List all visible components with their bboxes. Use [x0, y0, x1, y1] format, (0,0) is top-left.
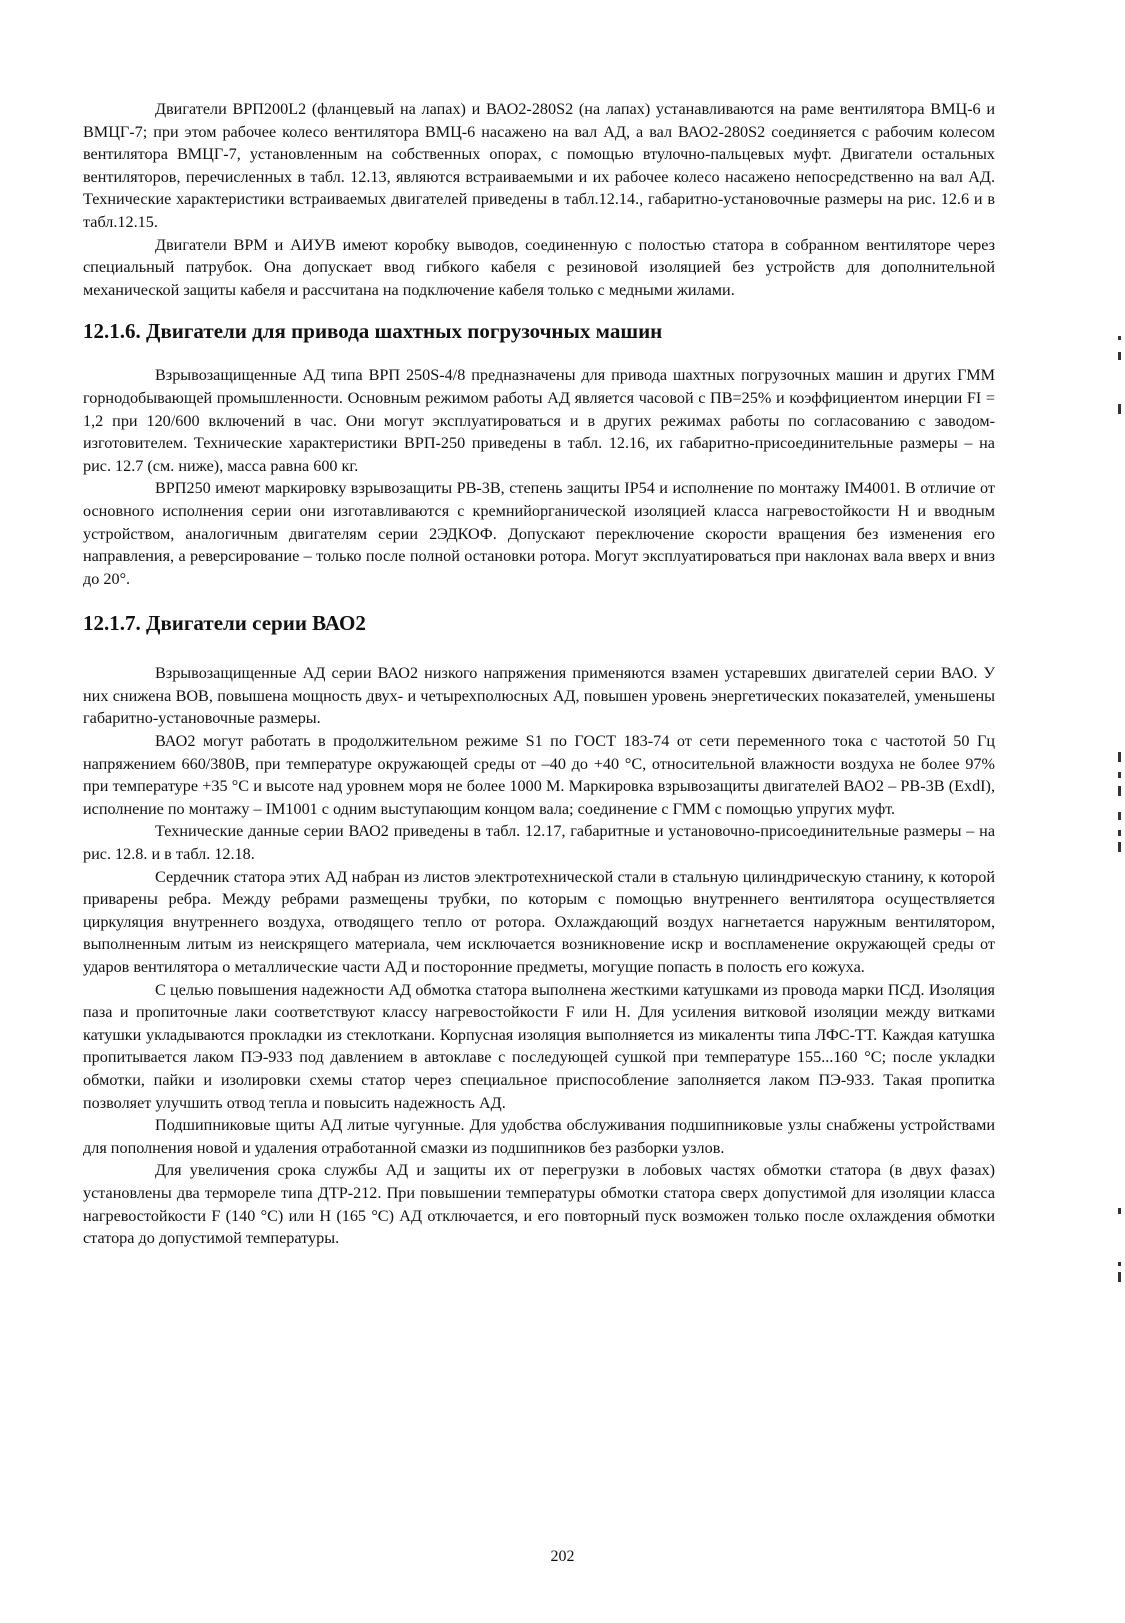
- scan-mark: [1118, 1262, 1121, 1266]
- paragraph: Двигатели ВРМ и АИУВ имеют коробку выводов, соединенную с полостью статора в собранном вентиляторе через специальный патрубок. Она допускает ввод гибкого кабеля с резиновой изоляцией без устройств для дополнительной механической защиты кабеля и рассчитана на подключение кабеля только с медными жилами.: [83, 235, 995, 299]
- section-heading: 12.1.6. Двигатели для привода шахтных погрузочных машин: [83, 319, 663, 344]
- paragraph: ВАО2 могут работать в продолжительном режиме S1 по ГОСТ 183-74 от сети переменного тока с частотой 50 Гц напряжением 660/380В, при температуре окружающей среды от –40 до +40 °С, относительной влажности воздуха не более 97% при температуре +35 °С и высоте над уровнем моря не более 1000 М. Маркировка взрывозащиты двигателей ВАО2 – РВ-3В (ExdI), исполнение по монтажу – IM1001 с одним выступающим концом вала; соединение с ГММ с помощью упругих муфт.: [83, 732, 995, 818]
- scan-mark: [1118, 404, 1121, 414]
- paragraph: Сердечник статора этих АД набран из листов электротехнической стали в стальную цилиндрическую станину, к которой приварены ребра. Между ребрами размещены трубки, по которым с помощью внутреннего вентилятора осуществляется циркуляция внутреннего воздуха, отводящего тепло от ротора. Охлаждающий воздух нагнетается наружным вентилятором, выполненным литым из неискрящего материала, чем исключается возникновение искр и воспламенение окружающей среды от ударов вентилятора о металлические части АД и посторонние предметы, могущие попасть в полость его кожуха.: [83, 867, 995, 976]
- paragraph: С целью повышения надежности АД обмотка статора выполнена жесткими катушками из провода марки ПСД. Изоляция паза и пропиточные лаки соответствуют классу нагревостойкости F или Н. Для усиления витковой изоляции между витками катушки укладываются прокладки из стеклоткани. Корпусная изоляция выполняется из микаленты типа ЛФС-ТТ. Каждая катушка пропитывается лаком ПЭ-933 под давлением в автоклаве с последующей сушкой при температуре 155...160 °С; после укладки обмотки, пайки и изолировки схемы статор через специальное приспособление заполняется лаком ПЭ-933. Такая пропитка позволяет улучшить отвод тепла и повысить надежность АД.: [83, 980, 995, 1112]
- scan-mark: [1118, 830, 1121, 836]
- scan-mark: [1118, 352, 1121, 360]
- scan-mark: [1118, 336, 1121, 340]
- paragraph: ВРП250 имеют маркировку взрывозащиты РВ-3В, степень защиты IP54 и исполнение по монтажу IM4001. В отличие от основного исполнения серии они изготавливаются с кремнийорганической изоляцией класса нагревостойкости Н и вводным устройством, аналогичным двигателям серии 2ЭДКОФ. Допускают переключение скорости вращения без изменения его направления, а реверсирование – только после полной остановки ротора. Могут эксплуатироваться при наклонах вала вверх и вниз до 20°.: [83, 479, 995, 588]
- paragraph: Подшипниковые щиты АД литые чугунные. Для удобства обслуживания подшипниковые узлы снабжены устройствами для пополнения новой и удаления отработанной смазки из подшипников без разборки узлов.: [83, 1116, 995, 1157]
- scan-mark: [1118, 1208, 1121, 1214]
- paragraph: Двигатели ВРП200L2 (фланцевый на лапах) и ВАО2-280S2 (на лапах) устанавливаются на раме вентилятора ВМЦ-6 и ВМЦГ-7; при этом рабочее колесо вентилятора ВМЦ-6 насажено на вал АД, а вал ВАО2-280S2 соединяется с рабочим колесом вентилятора ВМЦГ-7, установленным на собственных опорах, с помощью втулочно-пальцевых муфт. Двигатели остальных вентиляторов, перечисленных в табл. 12.13, являются встраиваемыми и их рабочее колесо насажено непосредственно на вал АД. Технические характеристики встраиваемых двигателей приведены в табл.12.14., габаритно-установочные размеры на рис. 12.6 и в табл.12.15.: [83, 100, 995, 231]
- paragraph: Взрывозащищенные АД типа ВРП 250S-4/8 предназначены для привода шахтных погрузочных машин и других ГММ горнодобывающей промышленности. Основным режимом работы АД является часовой с ПВ=25% и коэффициентом инерции FI = 1,2 при 120/600 включений в час. Они могут эксплуатироваться и в других режимах работы по согласованию с заводом-изготовителем. Технические характеристики ВРП-250 приведены в табл. 12.16, их габаритно-присоединительные размеры – на рис. 12.7 (см. ниже), масса равна 600 кг.: [83, 366, 995, 475]
- scan-mark: [1118, 786, 1121, 796]
- paragraph: Взрывозащищенные АД серии ВАО2 низкого напряжения применяются взамен устаревших двигателей серии ВАО. У них снижена ВОВ, повышена мощность двух- и четырехполюсных АД, повышен уровень энергетических показателей, уменьшены габаритно-установочные размеры.: [83, 664, 995, 728]
- scan-mark: [1118, 812, 1121, 820]
- paragraph: Технические данные серии ВАО2 приведены в табл. 12.17, габаритные и установочно-присоединительные размеры – на рис. 12.8. и в табл. 12.18.: [83, 822, 995, 864]
- page-number: 202: [550, 1548, 575, 1565]
- scan-mark: [1118, 772, 1121, 778]
- paragraph: Для увеличения срока службы АД и защиты их от перегрузки в лобовых частях обмотки статора (в двух фазах) установлены два термореле типа ДТР-212. При повышении температуры обмотки статора сверх допустимой для изоляции класса нагревостойкости F (140 °С) или Н (165 °С) АД отключается, и его повторный пуск возможен только после охлаждения обмотки статора до допустимой температуры.: [83, 1161, 995, 1248]
- scan-mark: [1118, 842, 1121, 852]
- section-heading: 12.1.7. Двигатели серии ВАО2: [83, 611, 366, 636]
- document-page: [83, 98, 995, 1250]
- scan-mark: [1118, 1272, 1121, 1282]
- scan-mark: [1118, 752, 1121, 762]
